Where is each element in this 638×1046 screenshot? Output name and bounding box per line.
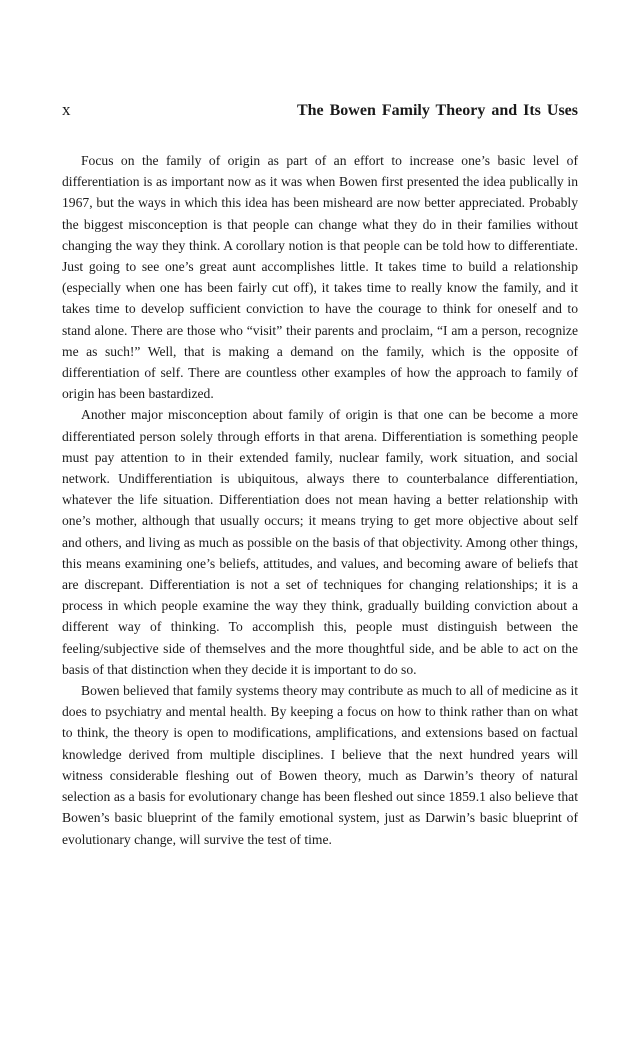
running-header	[62, 100, 578, 124]
paragraph-3: Bowen believed that family systems theory may contribute as much to all of medicine as it does to psychiatry and mental health. By keeping a focus on how to think rather than on what to think, the theory is open to modifications, amplifications, and extensions based on factual knowledge derived from multiple disciplines. I believe that the next hundred years will witness considerable fleshing out of Bowen theory, much as Darwin’s theory of natural selection as a basis for evolutionary change has been fleshed out since 1859.1 also believe that Bowen’s basic blueprint of the family emotional system, just as Darwin’s basic blueprint of evolutionary change, will survive the test of time.	[62, 683, 578, 847]
paragraph-2: Another major misconception about family of origin is that one can be become a more differentiated person solely through efforts in that arena. Differentiation is something people must pay attention to in their extended family, nuclear family, work situation, and social network. Undifferentiation is ubiquitous, always there to counterbalance differentiation, whatever the life situation. Differentiation does not mean having a better relationship with one’s mother, although that usually occurs; it means trying to get more objective about self and others, and living as much as possible on the basis of that objectivity. Among other things, this means examining one’s beliefs, attitudes, and values, and becoming aware of beliefs that are discrepant. Differentiation is not a set of techniques for changing relationships; it is a process in which people examine the way they think, gradually building conviction about a different way of thinking. To accomplish this, people must distinguish between the feeling/subjective side of themselves and the more thoughtful side, and be able to act on the basis of that distinction when they decide it is important to do so.	[62, 407, 578, 677]
book-page	[62, 100, 578, 850]
book-title: The Bowen Family Theory and Its Uses	[296, 102, 578, 119]
body-text	[62, 150, 578, 850]
page-number: x	[62, 100, 71, 119]
paragraph-1: Focus on the family of origin as part of an effort to increase one’s basic level of differentiation is as important now as it was when Bowen first presented the idea publically in 1967, but the ways in which this idea has been misheard are now better appreciated. Probably the biggest misconception is that people can change what they do in their families without changing the way they think. A corollary notion is that people can be told how to differentiate. Just going to see one’s great aunt accomplishes little. It takes time to build a relationship (especially when one has been fairly cut off), it takes time to really know the family, and it takes time to develop sufficient conviction to have the courage to think for oneself and to stand alone. There are those who “visit” their parents and proclaim, “I am a person, recognize me as such!” Well, that is making a demand on the family, which is the opposite of differentiation of self. There are countless other examples of how the approach to family of origin has been bastardized.	[62, 153, 578, 402]
